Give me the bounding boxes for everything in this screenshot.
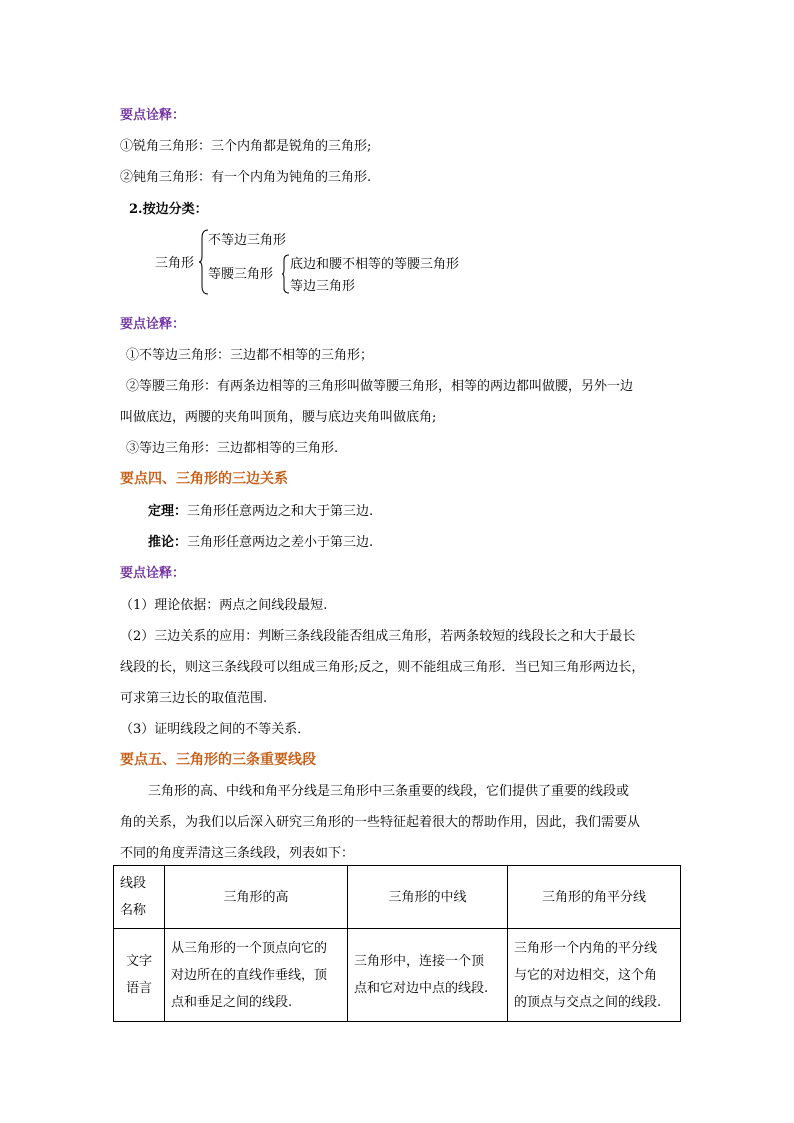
- corollary-label: 推论：: [148, 535, 188, 550]
- note-2-line1: （2）三边关系的应用：判断三条线段能否组成三角形，若两条较短的线段长之和大于最长: [120, 629, 636, 644]
- cell-text: 从三角形的一个顶点向它的: [171, 940, 328, 956]
- note-3: （3）证明线段之间的不等关系．: [120, 722, 311, 737]
- theorem-label: 定理：: [148, 504, 188, 519]
- table-cell: [508, 929, 681, 1022]
- table-header-cell: 三角形的中线: [348, 866, 508, 929]
- table-cell: [348, 929, 508, 1022]
- diagram-scalene: 不等边三角形: [208, 233, 287, 248]
- table-cell: [165, 929, 348, 1022]
- diagram-isosceles-unequal: 底边和腰不相等的等腰三角形: [290, 257, 460, 272]
- table-header-cell: 三角形的角平分线: [508, 866, 681, 929]
- table-row: [114, 929, 681, 1022]
- notes-label: 要点诠释：: [120, 108, 186, 123]
- diagram-equilateral: 等边三角形: [290, 279, 356, 294]
- note-2-line3: 可求第三边长的取值范围.: [120, 691, 268, 706]
- cell-text: 点和垂足之间的线段.: [171, 994, 293, 1010]
- cell-text: 三角形中，连接一个顶: [354, 954, 485, 969]
- cell-text: 对边所在的直线作垂线，顶: [171, 967, 328, 983]
- header-text: 名称: [120, 903, 147, 918]
- table-cell: [114, 929, 165, 1022]
- cell-text: 三角形一个内角的平分线: [514, 940, 658, 956]
- diagram-isosceles: 等腰三角形: [208, 267, 274, 282]
- theorem-text: 三角形任意两边之和大于第三边.: [187, 504, 374, 519]
- diagram-root: 三角形: [155, 256, 195, 271]
- corollary-text: 三角形任意两边之差小于第三边.: [187, 535, 374, 550]
- notes-label: 要点诠释：: [120, 317, 186, 332]
- cell-text: 与它的对边相交，这个角: [514, 967, 658, 983]
- cell-text: 点和它对边中点的线段.: [354, 981, 489, 996]
- section5-paragraph-line3: 不同的角度弄清这三条线段，列表如下：: [120, 846, 355, 861]
- cell-text: 语言: [125, 981, 152, 996]
- isosceles-definition-line2: 叫做底边，两腰的夹角叫顶角，腰与底边夹角叫做底角;: [120, 410, 437, 425]
- cell-text: 文字: [125, 954, 152, 969]
- table-header-cell: [114, 866, 165, 929]
- by-side-title: 2.按边分类：: [129, 202, 208, 217]
- table-header-cell: 三角形的高: [165, 866, 348, 929]
- equilateral-definition: ③等边三角形：三边都相等的三角形.: [126, 441, 339, 456]
- section5-paragraph-line2: 角的关系，为我们以后深入研究三角形的一些特征起着很大的帮助作用，因此，我们需要从: [120, 815, 641, 830]
- section5-title: 要点五、三角形的三条重要线段: [120, 752, 316, 768]
- segments-table: [113, 865, 681, 1022]
- corollary: [148, 531, 373, 550]
- acute-definition: ①锐角三角形：三个内角都是锐角的三角形;: [120, 139, 372, 154]
- section5-paragraph-line1: 三角形的高、中线和角平分线是三角形中三条重要的线段，它们提供了重要的线段或: [148, 784, 630, 799]
- table-row: [114, 866, 681, 929]
- header-text: 线段: [120, 876, 147, 891]
- obtuse-definition: ②钝角三角形：有一个内角为钝角的三角形.: [120, 170, 372, 185]
- theorem: [148, 500, 373, 519]
- isosceles-definition-line1: ②等腰三角形：有两条边相等的三角形叫做等腰三角形，相等的两边都叫做腰，另外一边: [126, 379, 634, 394]
- notes-label: 要点诠释：: [120, 566, 186, 581]
- note-1: （1）理论依据：两点之间线段最短.: [120, 598, 328, 613]
- cell-text: 的顶点与交点之间的线段.: [514, 994, 662, 1010]
- section4-title: 要点四、三角形的三边关系: [120, 471, 288, 487]
- scalene-definition: ①不等边三角形：三边都不相等的三角形；: [126, 348, 374, 363]
- note-2-line2: 线段的长，则这三条线段可以组成三角形;反之，则不能组成三角形．当已知三角形两边长，: [120, 660, 645, 675]
